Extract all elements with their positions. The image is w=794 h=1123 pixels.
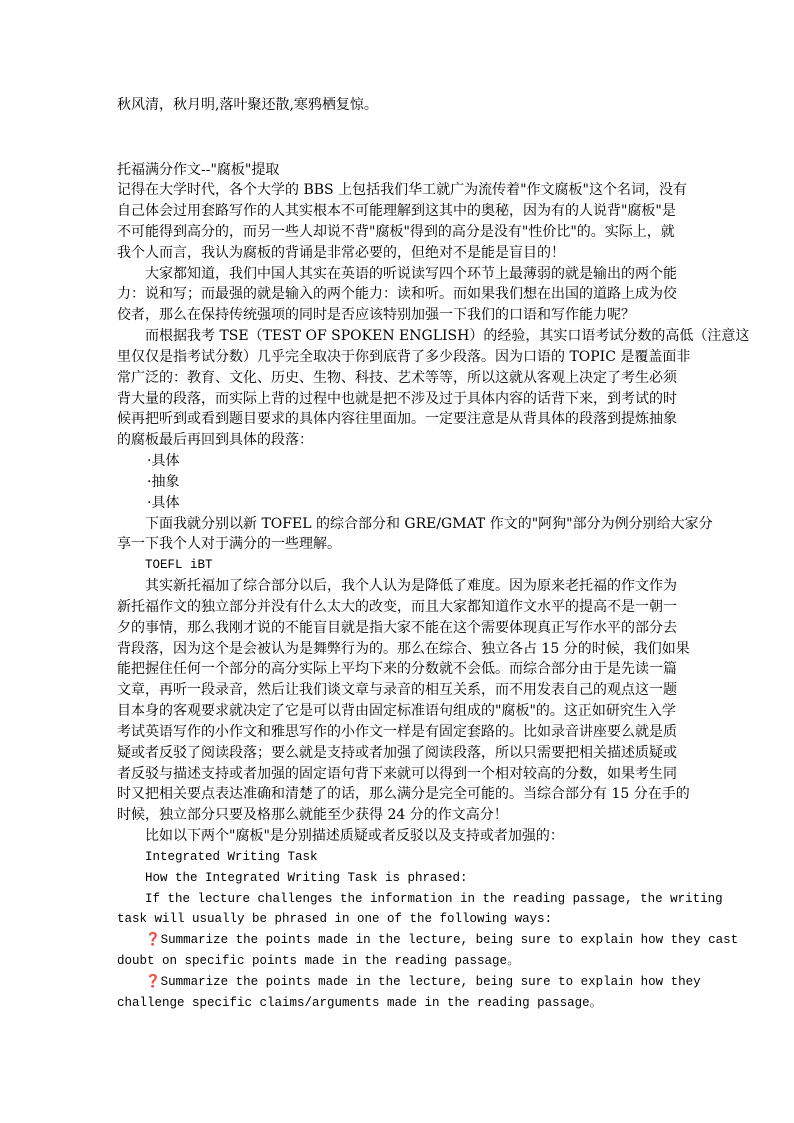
text-line: 其实新托福加了综合部分以后，我个人认为是降低了难度。因为原来老托福的作文作为 bbox=[145, 578, 677, 594]
text-line: 下面我就分别以新 TOFEL 的综合部分和 GRE/GMAT 作文的"阿狗"部分为例分别给大家分 bbox=[145, 516, 713, 532]
english-line: ❓Summarize the points made in the lecture, being sure to explain how they cast bbox=[145, 933, 739, 947]
text-line: 者反驳与描述支持或者加强的固定语句背下来就可以得到一个相对较高的分数，如果考生同 bbox=[117, 766, 677, 782]
text-line: 的腐板最后再回到具体的段落： bbox=[117, 432, 313, 448]
text-line: 佼者，那么在保持传统强项的同时是否应该特别加强一下我们的口语和写作能力呢？ bbox=[117, 307, 635, 323]
english-line: ❓Summarize the points made in the lecture, being sure to explain how they bbox=[145, 975, 701, 989]
list-item: ·抽象 bbox=[147, 474, 180, 490]
english-line: task will usually be phrased in one of the following ways: bbox=[117, 912, 553, 926]
text-line: 能把握住任何一个部分的高分实际上平均下来的分数就不会低。而综合部分由于是先读一篇 bbox=[117, 661, 677, 677]
text-line: 目本身的客观要求就决定了它是可以背由固定标准语句组成的"腐板"的。这正如研究生入学 bbox=[117, 703, 676, 719]
poem-line: 秋风清，秋月明,落叶聚还散,寒鸦栖复惊。 bbox=[117, 97, 378, 113]
text-line: 我个人而言，我认为腐板的背诵是非常必要的，但绝对不是能是盲目的！ bbox=[117, 245, 565, 261]
text-line: 时候，独立部分只要及格那么就能至少获得 24 分的作文高分！ bbox=[117, 807, 508, 823]
text-line: 大家都知道，我们中国人其实在英语的听说读写四个环节上最薄弱的就是输出的两个能 bbox=[145, 266, 677, 282]
text-line: 自己体会过用套路写作的人其实根本不可能理解到这其中的奥秘，因为有的人说背"腐板"是 bbox=[117, 203, 676, 219]
text-line: 时又把相关要点表达准确和清楚了的话，那么满分是完全可能的。当综合部分有 15 分在手的 bbox=[117, 786, 690, 802]
english-line: challenge specific claims/arguments made in the reading passage。 bbox=[117, 996, 603, 1010]
english-line: If the lecture challenges the information in the reading passage, the writing bbox=[145, 892, 723, 906]
text-line: 不可能得到高分的，而另一些人却说不背"腐板"得到的高分是没有"性价比"的。实际上，就 bbox=[117, 224, 675, 240]
section-heading: TOEFL iBT bbox=[145, 558, 213, 572]
text-line: 而根据我考 TSE（TEST OF SPOKEN ENGLISH）的经验，其实口语考试分数的高低（注意这 bbox=[145, 328, 750, 344]
text-line: 候再把听到或看到题目要求的具体内容往里面加。一定要注意是从背具体的段落到提炼抽象 bbox=[117, 411, 677, 427]
text-line: 记得在大学时代，各个大学的 BBS 上包括我们华工就广为流传着"作文腐板"这个名词，没有 bbox=[117, 182, 687, 198]
text-line: 疑或者反驳了阅读段落；要么就是支持或者加强了阅读段落，所以只需要把相关描述质疑或 bbox=[117, 745, 677, 761]
text-line: 力：说和写；而最强的就是输入的两个能力：读和听。而如果我们想在出国的道路上成为佼 bbox=[117, 286, 677, 302]
text-line: 背段落，因为这个是会被认为是舞弊行为的。那么在综合、独立各占 15 分的时候，我们如果 bbox=[117, 641, 690, 657]
list-item: ·具体 bbox=[147, 495, 180, 511]
text-line: 文章，再听一段录音，然后让我们谈文章与录音的相互关系，而不用发表自己的观点这一题 bbox=[117, 682, 677, 698]
text-line: 享一下我个人对于满分的一些理解。 bbox=[117, 536, 341, 552]
text-line: 背大量的段落，而实际上背的过程中也就是把不涉及过于具体内容的话背下来，到考试的时 bbox=[117, 391, 677, 407]
text-line: 比如以下两个"腐板"是分别描述质疑或者反驳以及支持或者加强的： bbox=[145, 828, 564, 844]
essay-title: 托福满分作文--"腐板"提取 bbox=[117, 162, 280, 178]
english-line: How the Integrated Writing Task is phrased: bbox=[145, 871, 468, 885]
list-item: ·具体 bbox=[147, 453, 180, 469]
english-line: Integrated Writing Task bbox=[145, 850, 318, 864]
text-line: 考试英语写作的小作文和雅思写作的小作文一样是有固定套路的。比如录音讲座要么就是质 bbox=[117, 724, 677, 740]
text-line: 夕的事情，那么我刚才说的不能盲目就是指大家不能在这个需要体现真正写作水平的部分去 bbox=[117, 620, 677, 636]
text-line: 里仅仅是指考试分数）几乎完全取决于你到底背了多少段落。因为口语的 TOPIC 是覆盖面非 bbox=[117, 349, 691, 365]
english-line: doubt on specific points made in the reading passage。 bbox=[117, 954, 520, 968]
text-line: 常广泛的：教育、文化、历史、生物、科技、艺术等等，所以这就从客观上决定了考生必须 bbox=[117, 370, 677, 386]
text-line: 新托福作文的独立部分并没有什么太大的改变，而且大家都知道作文水平的提高不是一朝一 bbox=[117, 599, 677, 615]
